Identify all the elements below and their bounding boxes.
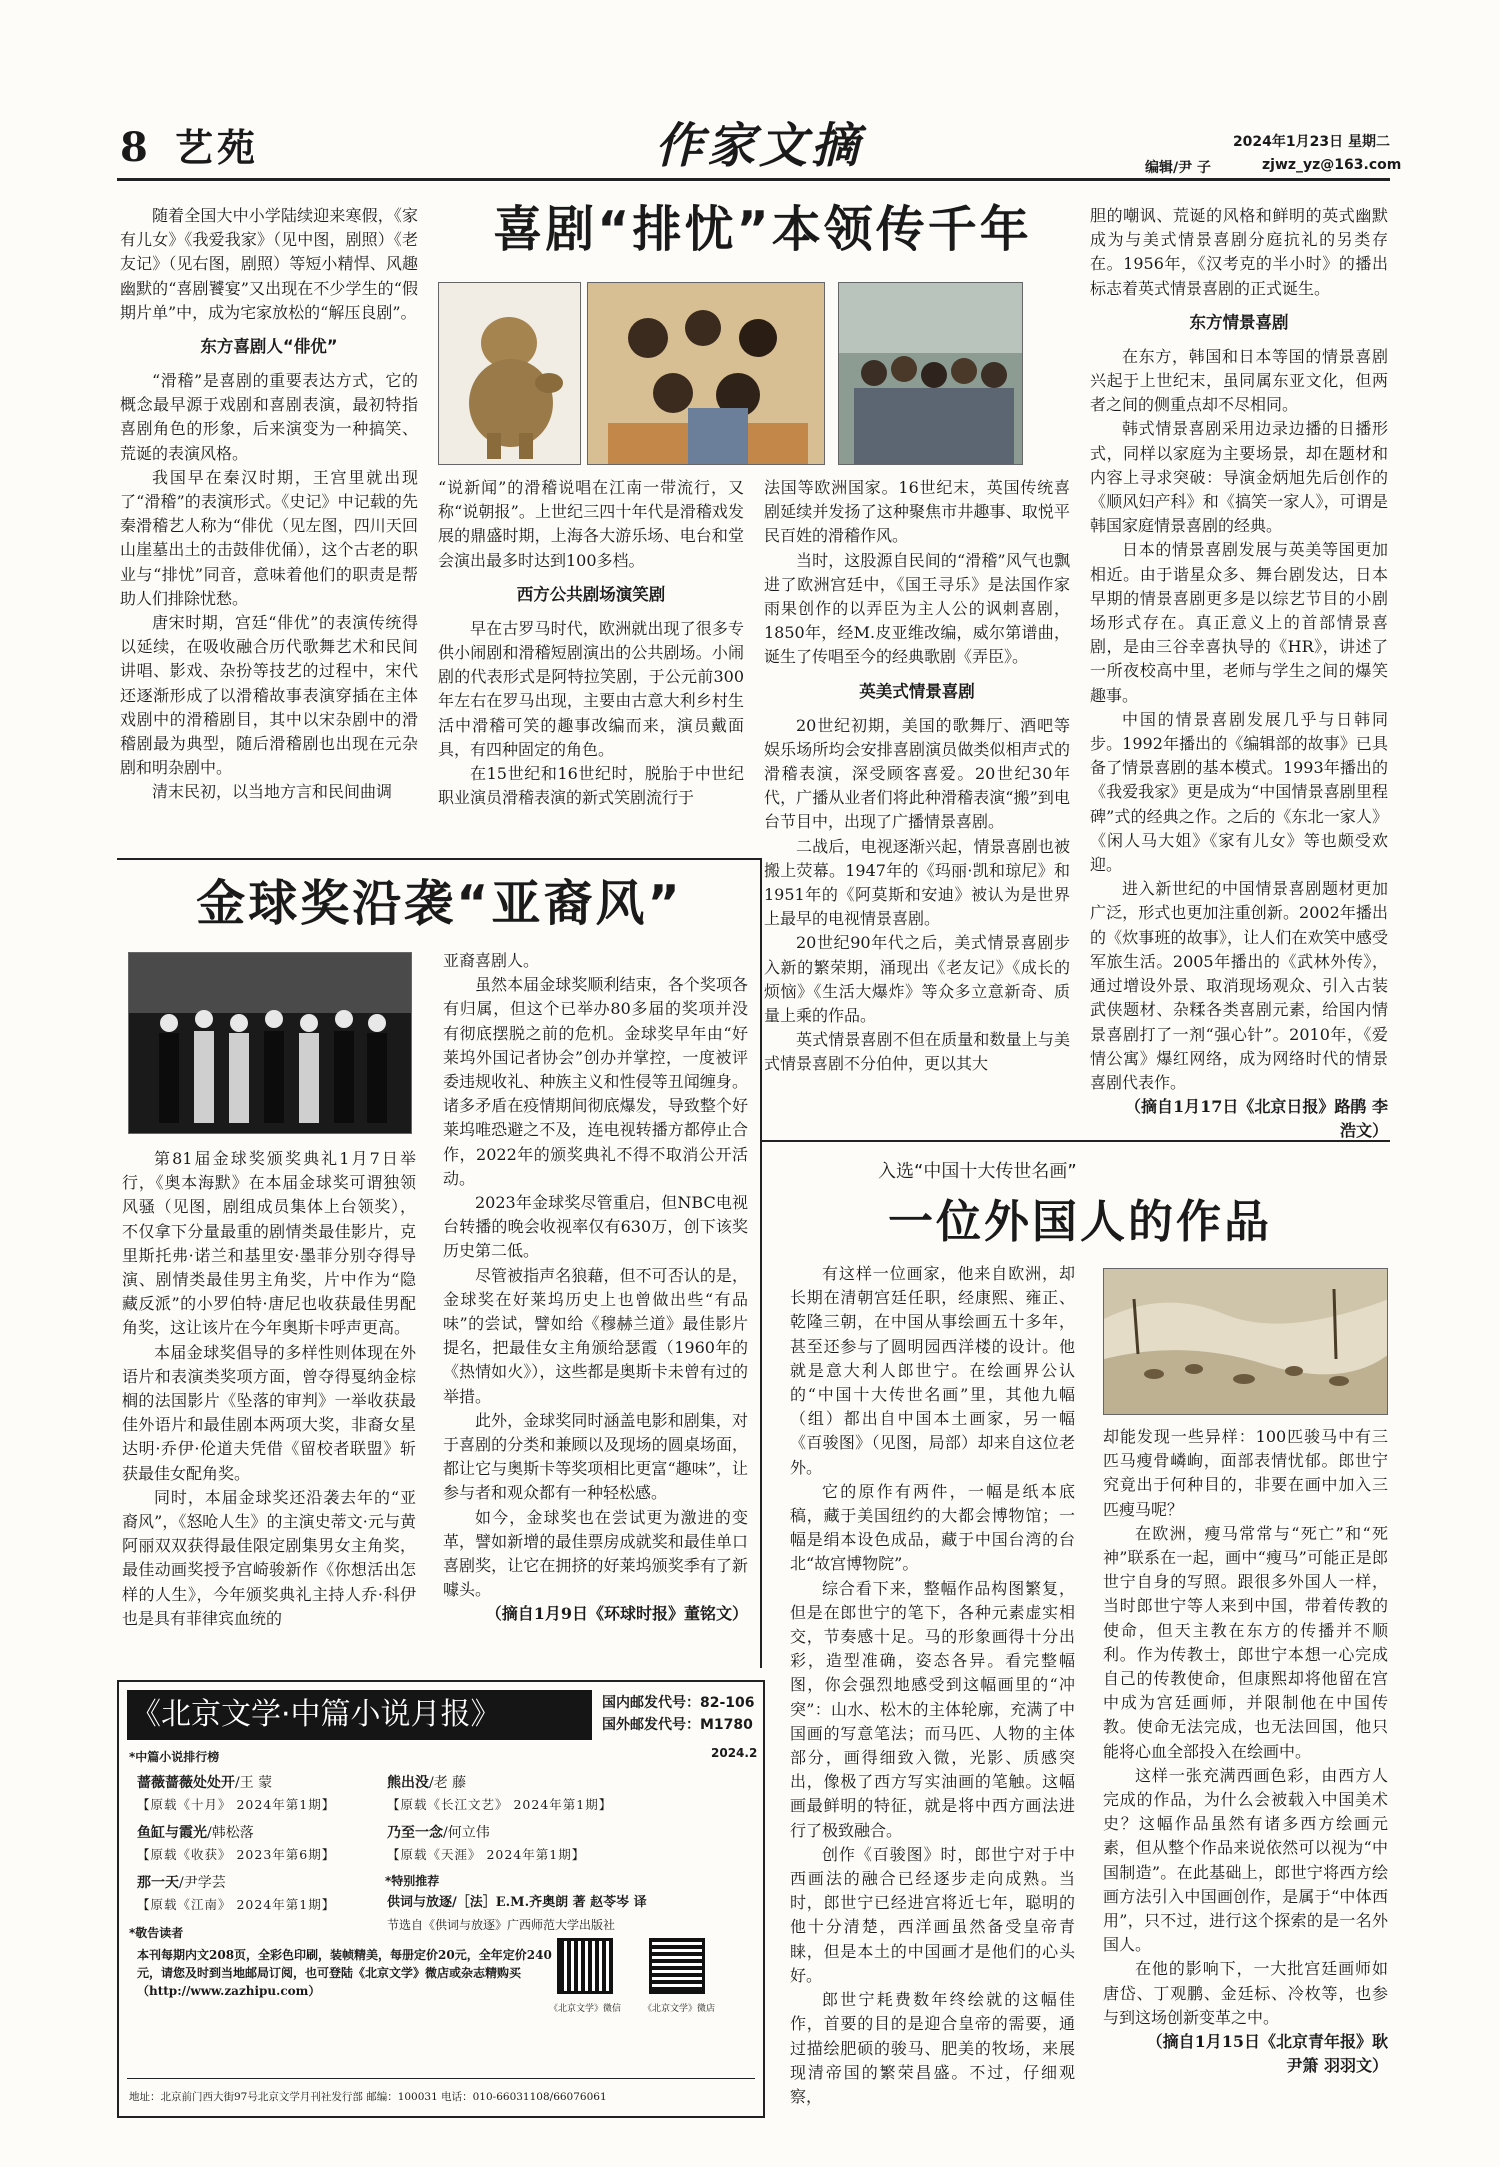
paragraph: 在欧洲，瘦马常常与“死亡”和“死神”联系在一起，画中“瘦马”可能正是郎世宁自身的写照。跟很多外国人一样，当时郎世宁等人来到中国，带着传教的使命，但天主教在东方的传播并不顺利。作为传教士，郎世宁本想一心完成自己的传教使命，但康熙却将他留在宫中成为宫廷画师，并限制他在中国传教。使命无法完成，也无法回国，他只能将心血全部投入在绘画中。 [1103, 1523, 1388, 1761]
article-divider [762, 1140, 1390, 1142]
book-title: 熊出没 [387, 1775, 429, 1791]
book-title: 那一天 [137, 1875, 179, 1891]
source-credit: （摘自1月9日《环球时报》董铭文） [485, 1604, 748, 1624]
paragraph: 在东方，韩国和日本等国的情景喜剧兴起于上世纪末，虽同属东亚文化，但两者之间的侧重点却不尽相同。 [1090, 346, 1388, 415]
paragraph: 清末民初，以当地方言和民间曲调 [152, 782, 393, 802]
paragraph: 本届金球奖倡导的多样性则体现在外语片和表演类奖项方面，曾夺得戛纳金棕榈的法国影片《坠落的审判》一举收获最佳外语片和最佳剧本两项大奖，非裔女星达明·乔伊·伦道夫凭借《留校者联盟》斩获最佳女配角奖。 [122, 1342, 416, 1483]
notice-text: 本刊每期内文208页，全彩色印刷，装帧精美，每册定价20元，全年定价240元，请您及时到当地邮局订阅，也可登陆《北京文学》微店或杂志精购买（http://www.zazhipu.com） [137, 1948, 552, 1998]
issue-date: 2024年1月23日 星期二 [1232, 134, 1390, 150]
paragraph: 郎世宁耗费数年终绘就的这幅佳作，首要的目的是迎合皇帝的需要，通过描绘肥硕的骏马、肥美的牧场，来展现清帝国的繁荣昌盛。不过，仔细观察， [790, 1990, 1075, 2106]
article-column [1090, 204, 1388, 1144]
paragraph: 第81届金球奖颁奖典礼1月7日举行，《奥本海默》在本届金球奖可谓独领风骚（见图，剧组成员集体上台领奖），不仅拿下分量最重的剧情类最佳影片，克里斯托弗·诺兰和基里安·墨菲分别夺得导演、剧情类最佳男主角奖，片中作为“隐藏反派”的小罗伯特·唐尼也收获最佳男配角奖，这让该片在今年奥斯卡呼声更高。 [122, 1149, 416, 1338]
paragraph: 法国等欧洲国家。16世纪末，英国传统喜剧延续并发扬了这种聚焦市井趣事、取悦平民百姓的滑稽作风。 [764, 478, 1070, 546]
golden-globes-photo [128, 952, 412, 1134]
ad-address: 地址：北京前门西大街97号北京文学月刊社发行部 邮编：100031 电话：010-66031108/66076061 [129, 2091, 607, 2103]
source-credit: （摘自1月17日《北京日报》路鹃 李浩文） [1125, 1097, 1388, 1141]
special-source: 节选自《供词与放逐》广西师范大学出版社 [387, 1918, 616, 1932]
paragraph: 英式情景喜剧不但在质量和数量上与美式情景喜剧不分伯仲，更以其大 [764, 1030, 1070, 1074]
article-column [120, 204, 418, 805]
article-title: 金球奖沿袭“亚裔风” [196, 875, 683, 932]
article-column [1103, 1425, 1388, 2078]
book-author: /老 藤 [429, 1775, 467, 1791]
friends-sitcom-photo [838, 282, 1023, 465]
editor-credit: 编辑/尹 子 [1145, 160, 1211, 176]
ad-issue: 2024.2 [711, 1746, 758, 1760]
paragraph: 亚裔喜剧人。 [443, 951, 540, 970]
book-entry [137, 1874, 226, 1892]
article-column [790, 1262, 1075, 2109]
book-source: 【原载《天涯》 2024年第1期】 [387, 1847, 586, 1862]
book-entry [137, 1824, 254, 1842]
page-number: 8 [120, 124, 148, 171]
book-author: /何立伟 [443, 1825, 490, 1841]
ad-title: 《北京文学·中篇小说月报》 [131, 1697, 501, 1732]
book-title: 鱼缸与霞光 [137, 1825, 207, 1841]
paragraph: 如今，金球奖也在尝试更为激进的变革，譬如新增的最佳票房成就奖和最佳单口喜剧奖，让它在拥挤的好莱坞颁奖季有了新噱头。 [443, 1507, 748, 1600]
paragraph: 有这样一位画家，他来自欧洲，却长期在清朝宫廷任职，经康熙、雍正、乾隆三朝，在中国从事绘画五十多年，甚至还参与了圆明园西洋楼的设计。他就是意大利人郎世宁。在绘画界公认的“中国十大传世名画”里，其他九幅（组）都出自中国本土画家，另一幅《百骏图》（见图，局部）却来自这位老外。 [790, 1264, 1075, 1477]
paragraph: 却能发现一些异样：100匹骏马中有三匹马瘦骨嶙峋，面部表情忧郁。郎世宁究竟出于何种目的，非要在画中加入三匹瘦马呢？ [1103, 1427, 1388, 1519]
qr-caption: 《北京文学》微信 [549, 2004, 622, 2014]
terracotta-figure-photo [438, 282, 581, 465]
book-source: 【原载《收获》 2023年第6期】 [137, 1847, 336, 1862]
family-sitcom-photo [587, 282, 825, 465]
subheading: 英美式情景喜剧 [859, 681, 975, 701]
qr-code-wechat [557, 1938, 613, 1994]
paragraph: 唐宋时期，宫廷“俳优”的表演传统得以延续，在吸收融合历代歌舞艺术和民间讲唱、影戏、杂扮等技艺的过程中，宋代还逐渐形成了以滑稽故事表演穿插在主体戏剧中的滑稽剧目，其中以宋杂剧中的滑稽剧最为典型，随后滑稽剧也出现在元杂剧和明杂剧中。 [120, 613, 418, 778]
subheading: 西方公共剧场演笑剧 [516, 584, 666, 604]
article-divider [117, 858, 762, 860]
paragraph: 尽管被指声名狼藉，但不可否认的是，金球奖在好莱坞历史上也曾做出些“有品味”的尝试，譬如给《穆赫兰道》最佳影片提名，把最佳女主角颁给瑟霞（1960年的《热情如火》），这些都是奥斯卡未曾有过的举措。 [443, 1265, 748, 1406]
paragraph: 同时，本届金球奖还沿袭去年的“亚裔风”，《怒呛人生》的主演史蒂文·元与黄阿丽双双获得最佳限定剧集男女主角奖，最佳动画奖授予宫崎骏新作《你想活出怎样的人生》，今年颁奖典礼主持人乔·科伊也是具有菲律宾血统的 [122, 1487, 416, 1628]
special-heading: *特别推荐 [385, 1874, 440, 1888]
masthead-logo: 作家文摘 [655, 118, 864, 174]
article-title: 喜剧“排忧”本领传千年 [493, 201, 1032, 258]
book-author: /王 蒙 [235, 1775, 273, 1791]
article-column [122, 1147, 416, 1631]
book-title: 乃至一念 [387, 1825, 443, 1841]
paragraph: 进入新世纪的中国情景喜剧题材更加广泛，形式也更加注重创新。2002年播出的《炊事班的故事》，让人们在欢笑中感受军旅生活。2005年播出的《武林外传》，通过增设外景、取消现场观众、引入古装武侠题材、杂糅各类喜剧元素，给国内情景喜剧打了一剂“强心针”。2010年，《爱情公寓》爆红网络，成为网络时代的情景喜剧代表作。 [1090, 879, 1388, 1092]
hundred-horses-painting [1103, 1268, 1388, 1415]
paragraph: 二战后，电视逐渐兴起，情景喜剧也被搬上荧幕。1947年的《玛丽·凯和琼尼》和1951年的《阿莫斯和安迪》被认为是世界上最早的电视情景喜剧。 [764, 836, 1070, 929]
subheading: 东方喜剧人“俳优” [200, 337, 338, 357]
article-column [438, 476, 744, 810]
article-column [443, 949, 748, 1627]
qr-code-shop [649, 1938, 705, 1994]
ranking-heading: *中篇小说排行榜 [129, 1750, 220, 1764]
paragraph: 当时，这股源自民间的“滑稽”风气也飘进了欧洲宫廷中，《国王寻乐》是法国作家雨果创作的以弄臣为主人公的讽刺喜剧，1850年，经M.皮亚维改编，威尔第谱曲，诞生了传唱至今的经典歌剧《弄臣》。 [764, 550, 1070, 667]
ad-postal-code: 国外邮发代号：M1780 [602, 1717, 753, 1733]
magazine-ad [117, 1680, 765, 2118]
paragraph: 早在古罗马时代，欧洲就出现了很多专供小闹剧和滑稽短剧演出的公共剧场。小闹剧的代表形式是阿特拉笑剧，于公元前300年左右在罗马出现，主要由古意大利乡村生活中滑稽可笑的趣事改编而来，演员戴面具，有四种固定的角色。 [438, 618, 744, 759]
paragraph: 随着全国大中小学陆续迎来寒假，《家有儿女》《我爱我家》（见中图，剧照）《老友记》（见右图，剧照）等短小精悍、风趣幽默的“喜剧饕宴”又出现在不少学生的“假期片单”中，成为宅家放松的“解压良剧”。 [120, 206, 418, 322]
paragraph: 日本的情景喜剧发展与英美等国更加相近。由于谐星众多、舞台剧发达，日本早期的情景喜剧更多是以综艺节目的小剧场形式存在。真正意义上的首部情景喜剧，是由三谷幸喜执导的《HR》，讲述了一所夜校高中里，老师与学生之间的爆笑趣事。 [1090, 540, 1388, 705]
paragraph: 我国早在秦汉时期，王宫里就出现了“滑稽”的表演形式。《史记》中记载的先秦滑稽艺人称为“俳优（见左图，四川天回山崖墓出土的击鼓俳优俑），这个古老的职业与“排忧”同音，意味着他们的职责是帮助人们排除忧愁。 [120, 467, 418, 608]
paragraph: “说新闻”的滑稽说唱在江南一带流行，又称“说朝报”。上世纪三四十年代是滑稽戏发展的鼎盛时期，上海各大游乐场、电台和堂会演出最多时达到100多档。 [438, 478, 744, 570]
book-source: 【原载《江南》 2024年第1期】 [137, 1897, 336, 1912]
book-title: 蔷薇蔷薇处处开 [137, 1775, 235, 1791]
special-recommendation: 供词与放逐/［法］E.M.齐奥朗 著 赵苓岑 译 [387, 1895, 647, 1910]
paragraph: “滑稽”是喜剧的重要表达方式，它的概念最早源于戏剧和喜剧表演，最初特指喜剧角色的形象，后来演变为一种搞笑、荒诞的表演风格。 [120, 371, 418, 463]
source-credit: （摘自1月15日《北京青年报》耿尹箫 羽羽文） [1146, 2032, 1388, 2076]
editor-email: zjwz_yz@163.com [1262, 157, 1402, 173]
paragraph: 虽然本届金球奖顺利结束，各个奖项各有归属，但这个已举办80多届的奖项并没有彻底摆脱之前的危机。金球奖早年由“好莱坞外国记者协会”创办并掌控，一度被评委违规收礼、种族主义和性侵等丑闻缠身。诸多矛盾在疫情期间彻底爆发，导致整个好莱坞唯恐避之不及，连电视转播方都停止合作，2022年的颁奖典礼不得不取消公开活动。 [443, 975, 748, 1188]
paragraph: 在他的影响下，一大批宫廷画师如唐岱、丁观鹏、金廷标、冷枚等，也参与到这场创新变革之中。 [1103, 1959, 1388, 2027]
book-entry [387, 1824, 490, 1842]
paragraph: 创作《百骏图》时，郎世宁对于中西画法的融合已经逐步走向成熟。当时，郎世宁已经进宫将近七年，聪明的他十分清楚，西洋画虽然备受皇帝青睐，但是本土的中国画才是他们的心头好。 [790, 1844, 1075, 1985]
paragraph: 这样一张充满西画色彩，由西方人完成的作品，为什么会被载入中国美术史？这幅作品虽然有诸多西方绘画元素，但从整个作品来说依然可以视为“中国制造”。在此基础上，郎世宁将西方绘画方法引入中国画创作，是属于“中体西用”，只不过，进行这个探索的是一名外国人。 [1103, 1765, 1388, 1955]
paragraph: 20世纪90年代之后，美式情景喜剧步入新的繁荣期，涌现出《老友记》《成长的烦恼》《生活大爆炸》等众多立意新奇、质量上乘的作品。 [764, 933, 1070, 1026]
paragraph: 20世纪初期，美国的歌舞厅、酒吧等娱乐场所均会安排喜剧演员做类似相声式的滑稽表演，深受顾客喜爱。20世纪30年代，广播从业者们将此种滑稽表演“搬”到电台节目中，出现了广播情景喜剧。 [764, 715, 1070, 832]
paragraph: 2023年金球奖尽管重启，但NBC电视台转播的晚会收视率仅有630万，创下该奖历史第二低。 [443, 1193, 748, 1261]
book-source: 【原载《长江文艺》 2024年第1期】 [387, 1797, 613, 1812]
paragraph: 在15世纪和16世纪时，脱胎于中世纪职业演员滑稽表演的新式笑剧流行于 [438, 764, 744, 808]
article-title: 一位外国人的作品 [887, 1195, 1272, 1248]
paragraph: 此外，金球奖同时涵盖电影和剧集，对于喜剧的分类和兼顾以及现场的圆桌场面，都让它与奥斯卡等奖项相比更富“趣味”，让参与者和观众都有一种轻松感。 [443, 1410, 748, 1503]
book-entry [387, 1774, 466, 1792]
paragraph: 综合看下来，整幅作品构图繁复，但是在郎世宁的笔下，各种元素虚实相交，节奏感十足。马的形象画得十分出彩，造型准确，姿态各异。看完整幅图，你会强烈地感受到这幅画里的“冲突”：山水、松木的主体轮廓，充满了中国画的写意笔法；而马匹、人物的主体部分，画得细致入微，光影、质感突出，像极了西方写实油画的笔触。这幅画最鲜明的特征，就是将中西方画法进行了极致融合。 [790, 1578, 1075, 1840]
article-kicker: 入选“中国十大传世名画” [878, 1161, 1077, 1182]
subheading: 东方情景喜剧 [1189, 312, 1289, 332]
notice-heading: *敬告读者 [129, 1926, 184, 1940]
article-column [764, 476, 1070, 1077]
book-author: /尹学芸 [179, 1875, 226, 1891]
article-divider [760, 858, 762, 1668]
book-entry [137, 1774, 272, 1792]
paragraph: 胆的嘲讽、荒诞的风格和鲜明的英式幽默成为与美式情景喜剧分庭抗礼的另类存在。1956年，《汉考克的半小时》的播出标志着英式情景喜剧的正式诞生。 [1090, 206, 1388, 298]
paragraph: 中国的情景喜剧发展几乎与日韩同步。1992年播出的《编辑部的故事》已具备了情景喜剧的基本模式。1993年播出的《我爱我家》更是成为“中国情景喜剧里程碑”式的经典之作。之后的《东北一家人》《闲人马大姐》《家有儿女》等也颇受欢迎。 [1090, 709, 1388, 875]
section-name: 艺苑 [175, 126, 260, 170]
paragraph: 它的原作有两件，一幅是纸本底稿，藏于美国纽约的大都会博物馆；一幅是绢本设色成品，藏于中国台湾的台北“故宫博物院”。 [790, 1481, 1075, 1574]
book-source: 【原载《十月》 2024年第1期】 [137, 1797, 336, 1812]
qr-caption: 《北京文学》微店 [643, 2004, 716, 2014]
paragraph: 韩式情景喜剧采用边录边播的日播形式，同样以家庭为主要场景，却在题材和内容上寻求突破：导演金炳旭先后创作的《顺风妇产科》和《搞笑一家人》，可谓是韩国家庭情景喜剧的经典。 [1090, 419, 1388, 536]
header-rule [117, 178, 1390, 181]
ad-postal-code: 国内邮发代号：82-106 [602, 1695, 755, 1711]
ad-rule [127, 2078, 755, 2079]
book-author: /韩松落 [207, 1825, 254, 1841]
